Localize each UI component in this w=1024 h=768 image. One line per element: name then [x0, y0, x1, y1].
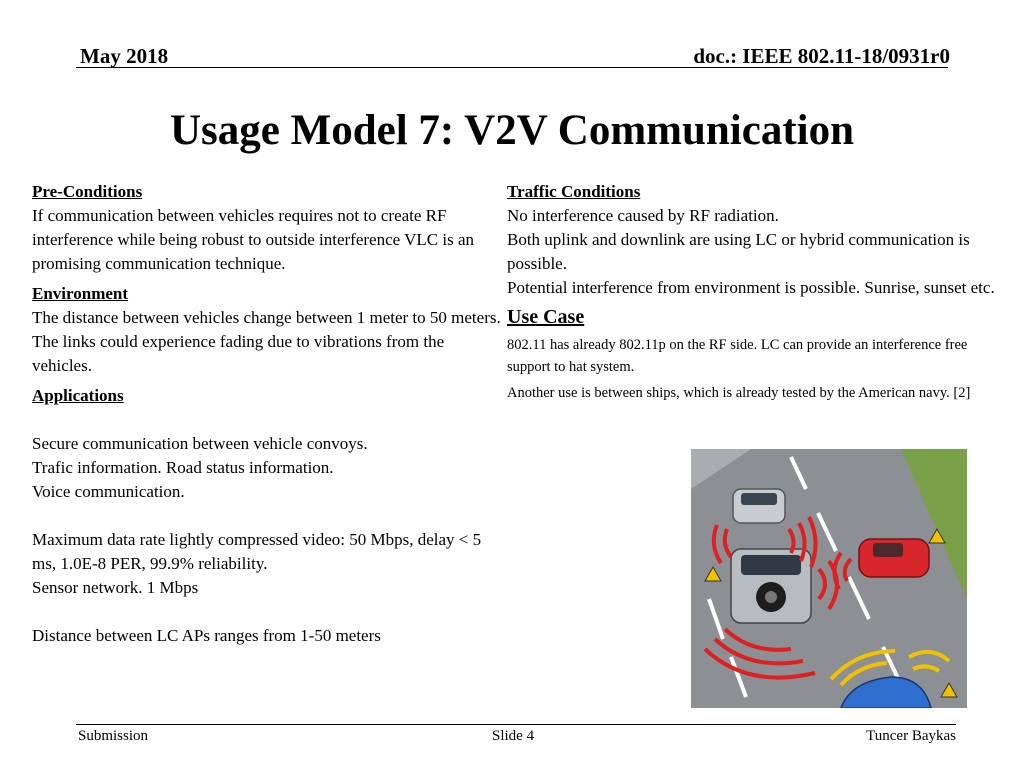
right-column — [507, 180, 1002, 404]
footer-submission: Submission — [78, 728, 149, 744]
v2v-road-illustration — [691, 449, 967, 708]
header-rule — [76, 67, 948, 68]
header-doc-id: doc.: IEEE 802.11-18/0931r0 — [693, 44, 950, 68]
environment-text: The distance between vehicles change between 1 meter to 50 meters. The links could experience fading due to vibrations from the vehicles. — [32, 308, 501, 375]
applications-line-4: Maximum data rate lightly compressed video: 50 Mbps, delay < 5 ms, 1.0E-8 PER, 99.9% reliability. — [32, 530, 482, 573]
traffic-line-1: No interference caused by RF radiation. — [507, 206, 779, 225]
traffic-line-2: Both uplink and downlink are using LC or hybrid communication is possible. — [507, 230, 970, 273]
traffic-heading: Traffic Conditions — [507, 182, 641, 201]
slide-title: Usage Model 7: V2V Communication — [169, 107, 854, 154]
preconditions-text: If communication between vehicles requires not to create RF interference while being robust to outside interference VLC is an promising communication technique. — [32, 206, 475, 273]
usecase-line-1: 802.11 has already 802.11p on the RF side. LC can provide an interference free support to hat system. — [507, 337, 968, 375]
applications-line-2: Trafic information. Road status information. — [32, 458, 334, 477]
applications-line-3: Voice communication. — [32, 482, 185, 501]
car-silver-front — [733, 489, 785, 523]
suv-silver-center — [731, 549, 811, 623]
preconditions-heading: Pre-Conditions — [32, 182, 143, 201]
left-column — [32, 180, 502, 648]
usecase-line-2: Another use is between ships, which is already tested by the American navy. [2] — [507, 385, 971, 401]
footer-rule — [76, 724, 956, 725]
applications-line-1: Secure communication between vehicle convoys. — [32, 434, 368, 453]
usecase-heading: Use Case — [507, 306, 585, 328]
header-date: May 2018 — [80, 44, 169, 68]
environment-heading: Environment — [32, 284, 129, 303]
footer-slide-number: Slide 4 — [492, 728, 535, 744]
applications-line-6: Distance between LC APs ranges from 1-50 meters — [32, 626, 381, 645]
traffic-line-3: Potential interference from environment is possible. Sunrise, sunset etc. — [507, 278, 995, 297]
applications-line-5: Sensor network. 1 Mbps — [32, 578, 199, 597]
car-red-right — [859, 539, 929, 577]
applications-heading: Applications — [32, 386, 124, 405]
footer-author: Tuncer Baykas — [866, 728, 956, 744]
